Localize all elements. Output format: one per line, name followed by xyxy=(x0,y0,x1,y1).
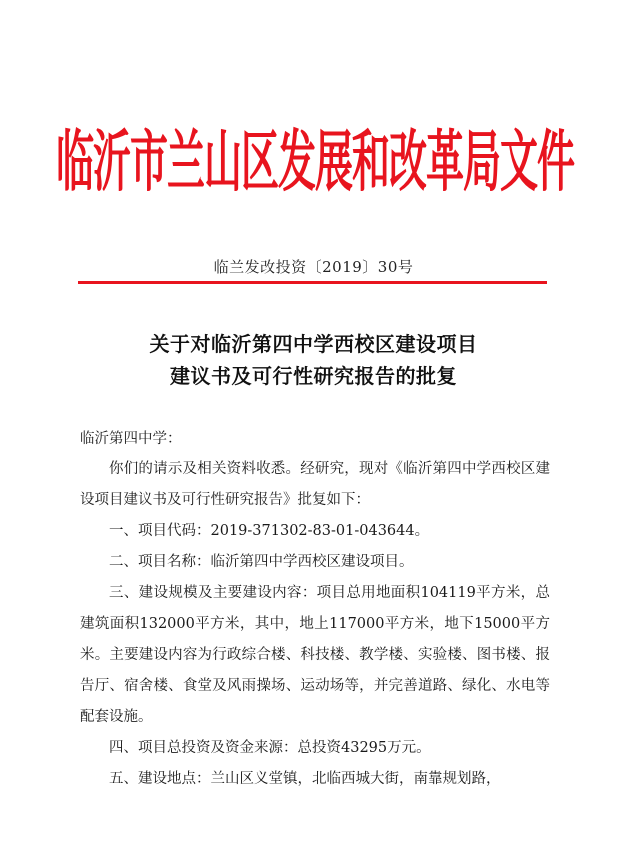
paragraph-location: 五、建设地点：兰山区义堂镇，北临西城大街，南靠规划路， xyxy=(109,771,501,787)
paragraph-project-name: 二、项目名称：临沂第四中学西校区建设项目。 xyxy=(109,554,414,570)
paragraph-investment: 四、项目总投资及资金来源：总投资43295万元。 xyxy=(109,740,431,756)
red-divider-line xyxy=(78,281,547,284)
paragraph-project-code: 一、项目代码：2019-371302-83-01-043644。 xyxy=(109,523,430,539)
org-title: 临沂市兰山区发展和改革局文件 xyxy=(56,122,575,200)
document-title-line-1: 关于对临沂第四中学西校区建设项目 xyxy=(149,332,478,356)
red-header xyxy=(56,112,575,200)
document-number: 临兰发改投资〔2019〕30号 xyxy=(213,258,414,276)
body-paragraphs xyxy=(80,454,550,795)
paragraph-construction-scale: 三、建设规模及主要建设内容：项目总用地面积104119平方米，总建筑面积132000平方米，其中，地上117000平方米，地下15000平方米。主要建设内容为行政综合楼、科技楼、教学楼、实验楼、图书楼、报告厅、宿舍楼、食堂及风雨操场、运动场等，并完善道路、绿化、水电等配套设施。 xyxy=(80,585,550,725)
document-title-line-2: 建议书及可行性研究报告的批复 xyxy=(170,364,457,388)
salutation: 临沂第四中学： xyxy=(80,431,182,447)
paragraph-intro: 你们的请示及相关资料收悉。经研究，现对《临沂第四中学西校区建设项目建议书及可行性研究报告》批复如下： xyxy=(80,461,550,508)
